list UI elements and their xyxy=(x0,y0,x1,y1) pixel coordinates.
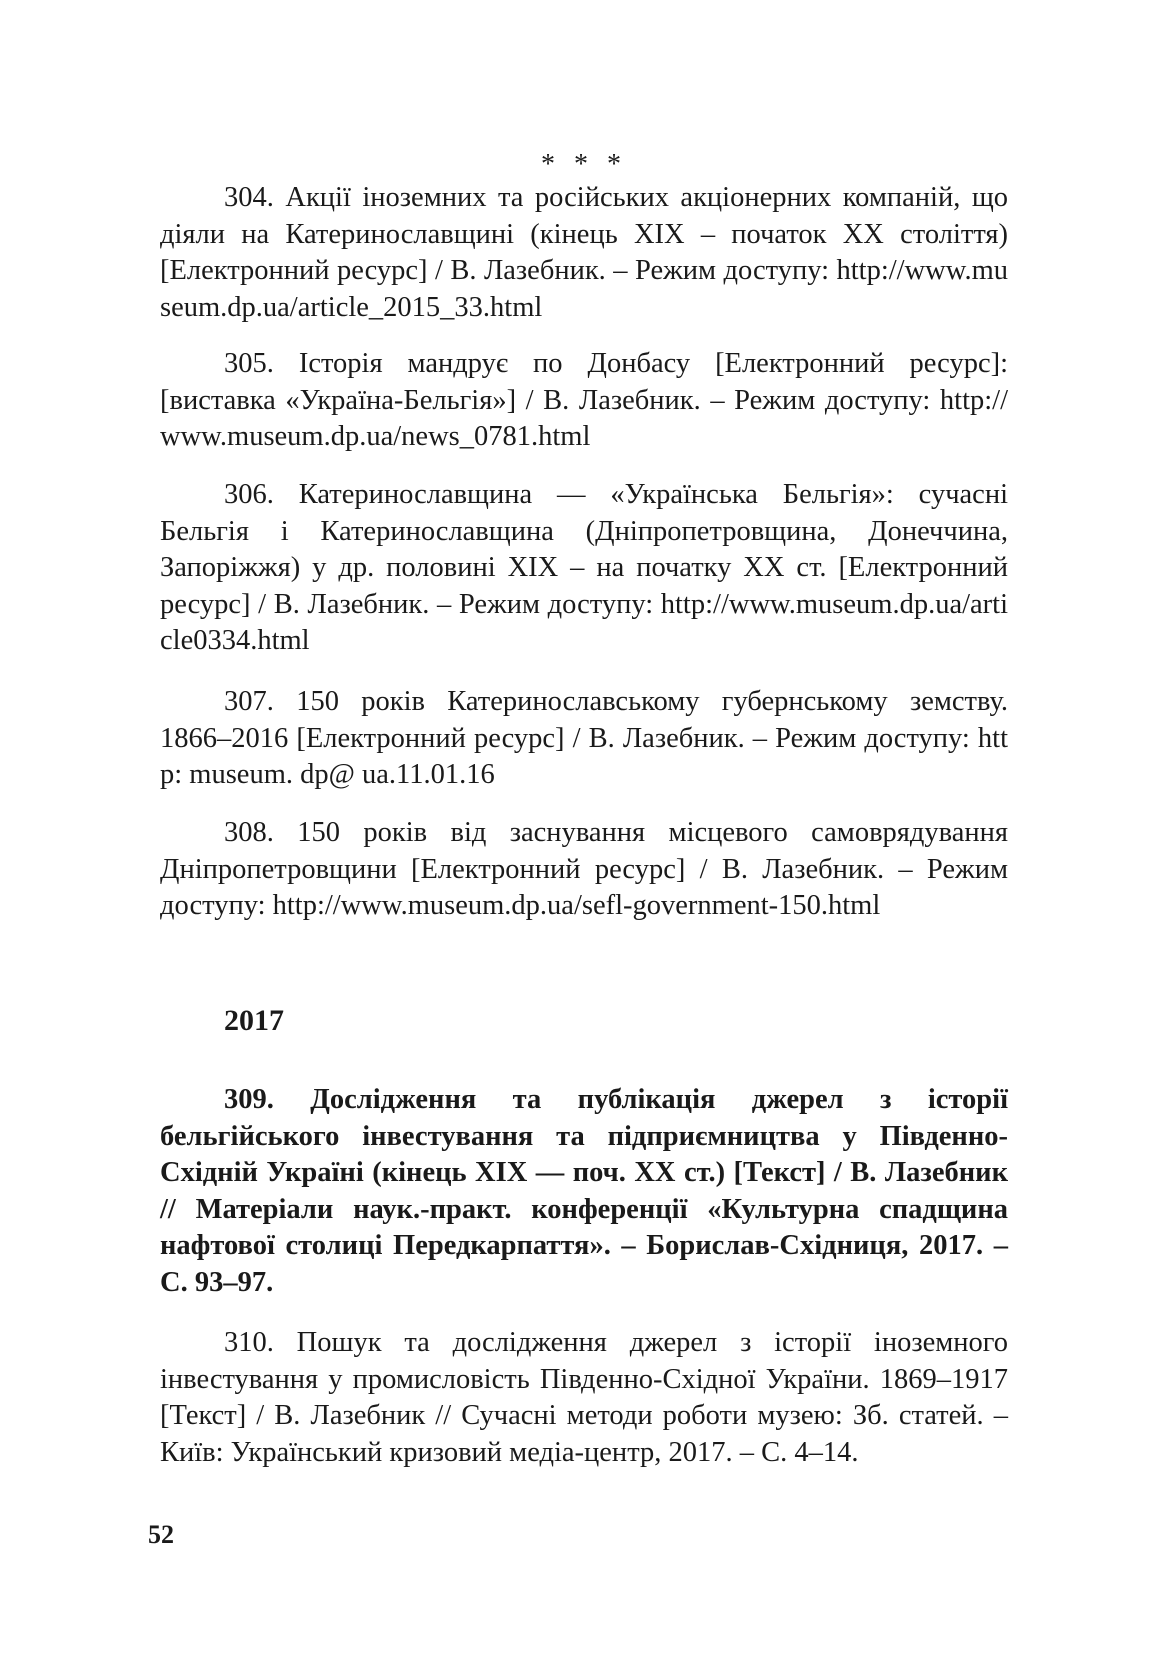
bibliography-entry-305 xyxy=(160,346,1008,456)
page-number: 52 xyxy=(148,1520,174,1549)
bibliography-entry-304 xyxy=(160,180,1008,326)
bibliography-entry-309 xyxy=(160,1082,1008,1301)
entry-text: Катеринославщина — «Українська Бельгія»: сучасні Бельгія і Катеринославщина (Дніпропетровщина, Донеччина, Запоріжжя) у др. половині ХІХ – на початку ХХ ст. [Електронний ресурс] / В. Лазебник. – Режим доступу: xyxy=(160,479,1008,620)
bibliography-entry-310 xyxy=(160,1325,1008,1471)
bibliography-entry-306 xyxy=(160,477,1008,660)
entry-text: Пошук та дослідження джерел з історії іноземного інвестування у промисловість Південно-Східної України. 1869–1917 [Текст] / В. Лазебник // Сучасні методи роботи музею: Зб. статей. – Київ: Український кризовий медіа-центр, 2017. – С. 4–14. xyxy=(160,1327,1008,1468)
entry-url: http: museum. dp@ ua.11.01.16 xyxy=(160,722,1009,790)
entry-text: Дослідження та публікація джерел з історії бельгійського інвестування та підприємництва у Південно-Східній Україні (кінець ХІХ — поч. ХХ ст.) [Текст] / В. Лазебник // Матеріали наук.-практ. конференції «Культурна спадщина нафтової столиці Передкарпаття». – Борислав-Східниця, 2017. – С. 93–97. xyxy=(160,1084,1008,1298)
year-heading: 2017 xyxy=(224,1004,284,1037)
entry-number: 310. xyxy=(224,1327,274,1358)
entry-text: Акції іноземних та російських акціонерних компаній, що діяли на Катеринославщині (кінець ХІХ – початок ХХ століття) [Електронний ресурс] / В. Лазебник. – Режим доступу: xyxy=(160,182,1009,286)
entry-number: 304. xyxy=(224,182,274,213)
section-separator: * * * xyxy=(541,149,627,180)
entry-number: 306. xyxy=(224,479,274,510)
entry-text: Історія мандрує по Донбасу [Електронний ресурс]: [виставка «Україна-Бельгія»] / В. Лазебник. – Режим доступу: xyxy=(160,348,1009,416)
entry-number: 309. xyxy=(224,1084,274,1115)
entry-text: 150 років Катеринославському губернському земству. 1866–2016 [Електронний ресурс] / В. Лазебник. – Режим доступу: xyxy=(160,686,1009,754)
entry-number: 308. xyxy=(224,817,274,848)
bibliography-entry-308 xyxy=(160,815,1008,925)
entry-url: http://www.museum.dp.ua/article_2015_33.html xyxy=(160,255,1009,323)
entry-text: 150 років від заснування місцевого самоврядування Дніпропетровщини [Електронний ресурс] / В. Лазебник. – Режим доступу: xyxy=(160,817,1009,921)
entry-number: 305. xyxy=(224,348,274,379)
bibliography-entry-307 xyxy=(160,684,1008,794)
entry-url: http://www.museum.dp.ua/news_0781.html xyxy=(160,384,1009,452)
entry-number: 307. xyxy=(224,686,274,717)
entry-url: http://www.museum.dp.ua/article0334.html xyxy=(160,588,1008,656)
entry-url: http://www.museum.dp.ua/sefl-government-150.html xyxy=(272,890,881,921)
